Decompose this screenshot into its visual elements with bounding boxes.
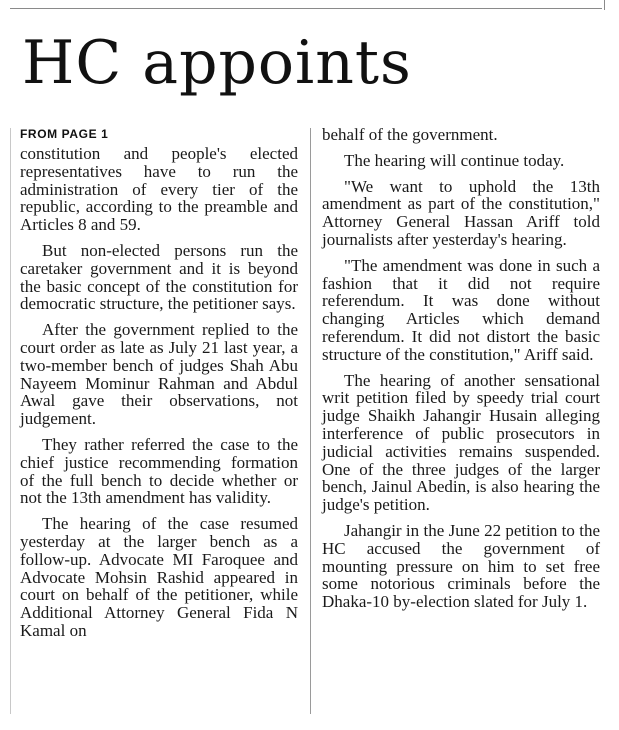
paragraph: After the government replied to the court order as late as July 21 last year, a two-member bench of judges Shah Abu Nayeem Mominur Rahman and Abdul Awal gave their observations, not judgement. — [20, 320, 298, 429]
paragraph: constitution and people's elected representatives have to run the administration of every tier of the republic, according to the preamble and Articles 8 and 59. — [20, 144, 298, 235]
paragraph: The hearing will continue today. — [344, 150, 565, 170]
top-rule — [10, 8, 602, 9]
kicker-from-page-1: FROM PAGE 1 — [20, 127, 109, 141]
paragraph: behalf of the government. — [322, 125, 498, 144]
paragraph: The hearing of the case resumed yesterday at the larger bench as a follow-up. Advocate MI Faroquee and Advocate Mohsin Rashid appeared in court on behalf of the petitioner, while Additional Attorney General Fida N Kamal on — [20, 514, 298, 640]
corner-rule — [604, 0, 605, 10]
paragraph: They rather referred the case to the chief justice recommending formation of the full bench to decide whether or not the 13th amendment has validity. — [20, 434, 298, 508]
right-column — [322, 126, 600, 619]
paragraph: Jahangir in the June 22 petition to the HC accused the government of mounting pressure on him to set free some notorious criminals before the Dhaka-10 by-election slated for July 1. — [322, 520, 600, 612]
headline: HC appoints — [22, 28, 412, 98]
paragraph: But non-elected persons run the caretaker government and it is beyond the basic concept of the constitution for democratic structure, the petitioner says. — [20, 240, 298, 314]
column-divider — [310, 128, 311, 714]
left-margin-rule — [10, 128, 11, 714]
quote-paragraph: "The amendment was done in such a fashion that it did not require referendum. It was done without changing Articles which demand referendum. It did not distort the basic structure of the constitution," Ariff said. — [322, 255, 600, 364]
paragraph: The hearing of another sensational writ petition filed by speedy trial court judge Shaikh Jahangir Husain alleging interference of public prosecutors in judicial activities remains suspended. One of the three judges of the larger bench, Jainul Abedin, is also hearing the judge's petition. — [322, 370, 600, 515]
left-column — [20, 126, 298, 648]
quote-paragraph: "We want to uphold the 13th amendment as part of the constitution," Attorney General Hassan Ariff told journalists after yesterday's hearing. — [322, 176, 600, 249]
